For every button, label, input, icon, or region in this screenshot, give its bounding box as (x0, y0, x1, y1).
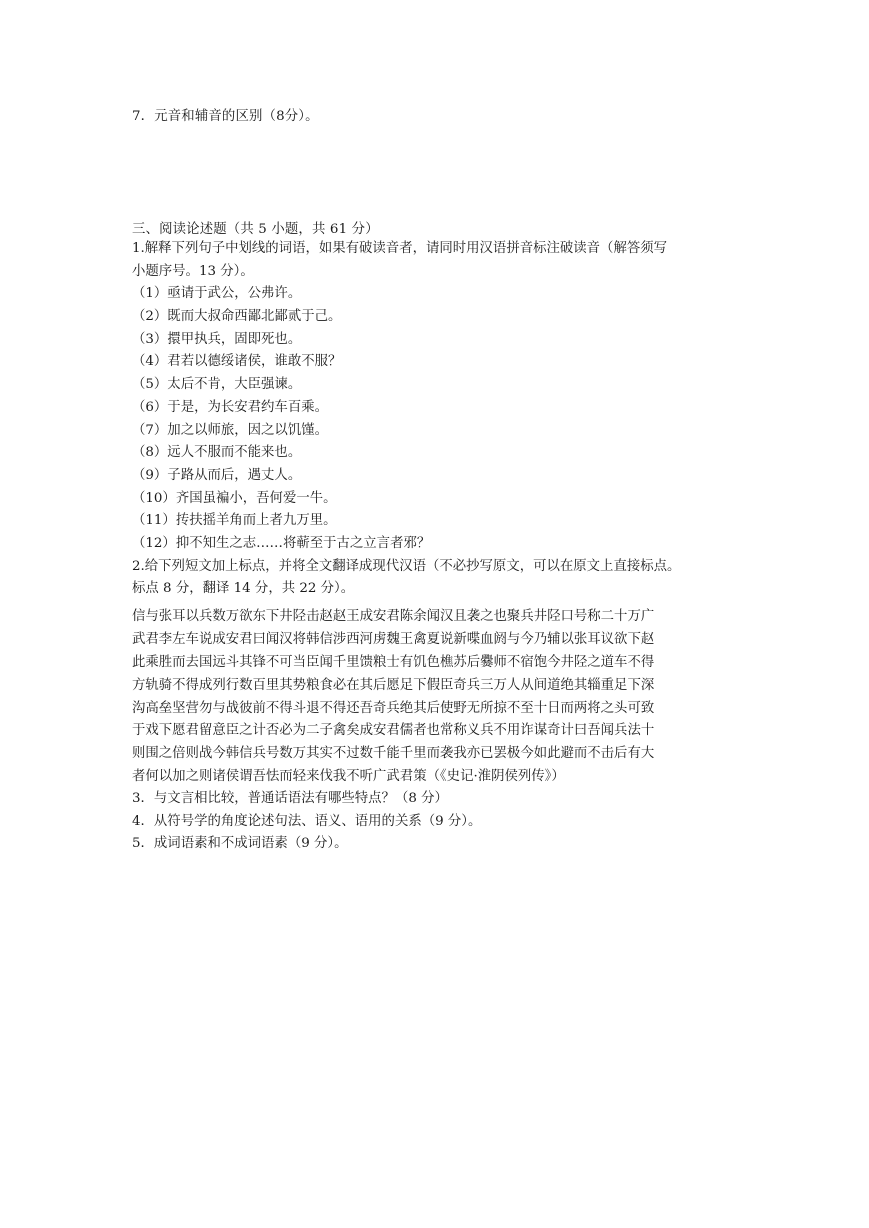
sub-item: （8）远人不服而不能来也。 (132, 445, 302, 461)
sub-item: （6）于是，为长安君约车百乘。 (132, 399, 328, 415)
sub-item: （3）擐甲执兵，固即死也。 (132, 331, 302, 347)
questions-3-to-5 (132, 788, 742, 856)
sub-item: （2）既而大叔命西鄙北鄙贰于己。 (132, 309, 342, 325)
section-3-heading: 三、阅读论述题（共 5 小题，共 61 分） (132, 222, 379, 237)
sub-item: （11）抟扶摇羊角而上者九万里。 (132, 513, 337, 529)
passage-line: 者何以加之则诸侯谓吾怯而轻来伐我不听广武君策（《史记·淮阴侯列传》） (132, 769, 565, 785)
question-2-prompt-line-2: 标点 8 分，翻译 14 分，共 22 分）。 (132, 581, 355, 597)
sub-item: （10）齐国虽褊小，吾何爱一牛。 (132, 490, 337, 506)
question-3: 3．与文言相比较，普通话语法有哪些特点？（8 分） (132, 791, 448, 806)
passage-line: 方轨骑不得成列行数百里其势粮食必在其后愿足下假臣奇兵三万人从间道绝其辎重足下深 (132, 677, 655, 693)
passage-line: 于戏下愿君留意臣之计否必为二子禽矣成安君儒者也常称义兵不用诈谋奇计曰吾闻兵法十 (132, 723, 655, 739)
sub-item: （5）太后不肯，大臣强谏。 (132, 377, 302, 393)
question-4: 4．从符号学的角度论述句法、语义、语用的关系（9 分）。 (132, 813, 482, 829)
passage-line: 则围之倍则战今韩信兵号数万其实不过数千能千里而袭我亦已罢极今如此避而不击后有大 (132, 746, 655, 762)
sub-item: （1）亟请于武公，公弗许。 (132, 286, 302, 302)
passage-line: 此乘胜而去国远斗其锋不可当臣闻千里馈粮士有饥色樵苏后爨师不宿饱今井陉之道车不得 (132, 654, 655, 670)
sub-item: （4）君若以德绥诸侯，谁敢不服？ (132, 354, 342, 370)
sub-item: （7）加之以师旅，因之以饥馑。 (132, 422, 328, 438)
question-1 (132, 238, 742, 601)
question-1-prompt-line-1: 1.解释下列句子中划线的词语，如果有破读音者，请同时用汉语拼音标注破读音（解答须写 (132, 241, 668, 256)
sub-item: （9）子路从而后，遇丈人。 (132, 467, 302, 483)
sub-item: （12）抑不知生之志……将蕲至于古之立言者邪？ (132, 535, 431, 551)
passage-line: 武君李左车说成安君曰闻汉将韩信涉西河虏魏王禽夏说新喋血阏与今乃辅以张耳议欲下赵 (132, 631, 655, 647)
question-5: 5．成词语素和不成词语素（9 分）。 (132, 836, 348, 852)
passage-line: 沟高垒坚营勿与战彼前不得斗退不得还吾奇兵绝其后使野无所掠不至十日而两将之头可致 (132, 700, 655, 716)
classical-passage (132, 606, 742, 789)
question-7: 7．元音和辅音的区别（8分）。 (132, 109, 319, 124)
question-1-prompt-line-2: 小题序号。13 分）。 (132, 263, 254, 279)
question-2-prompt-line-1: 2.给下列短文加上标点，并将全文翻译成现代汉语（不必抄写原文，可以在原文上直接标点。 (132, 558, 681, 574)
passage-line: 信与张耳以兵数万欲东下井陉击赵赵王成安君陈余闻汉且袭之也聚兵井陉口号称二十万广 (132, 609, 655, 624)
